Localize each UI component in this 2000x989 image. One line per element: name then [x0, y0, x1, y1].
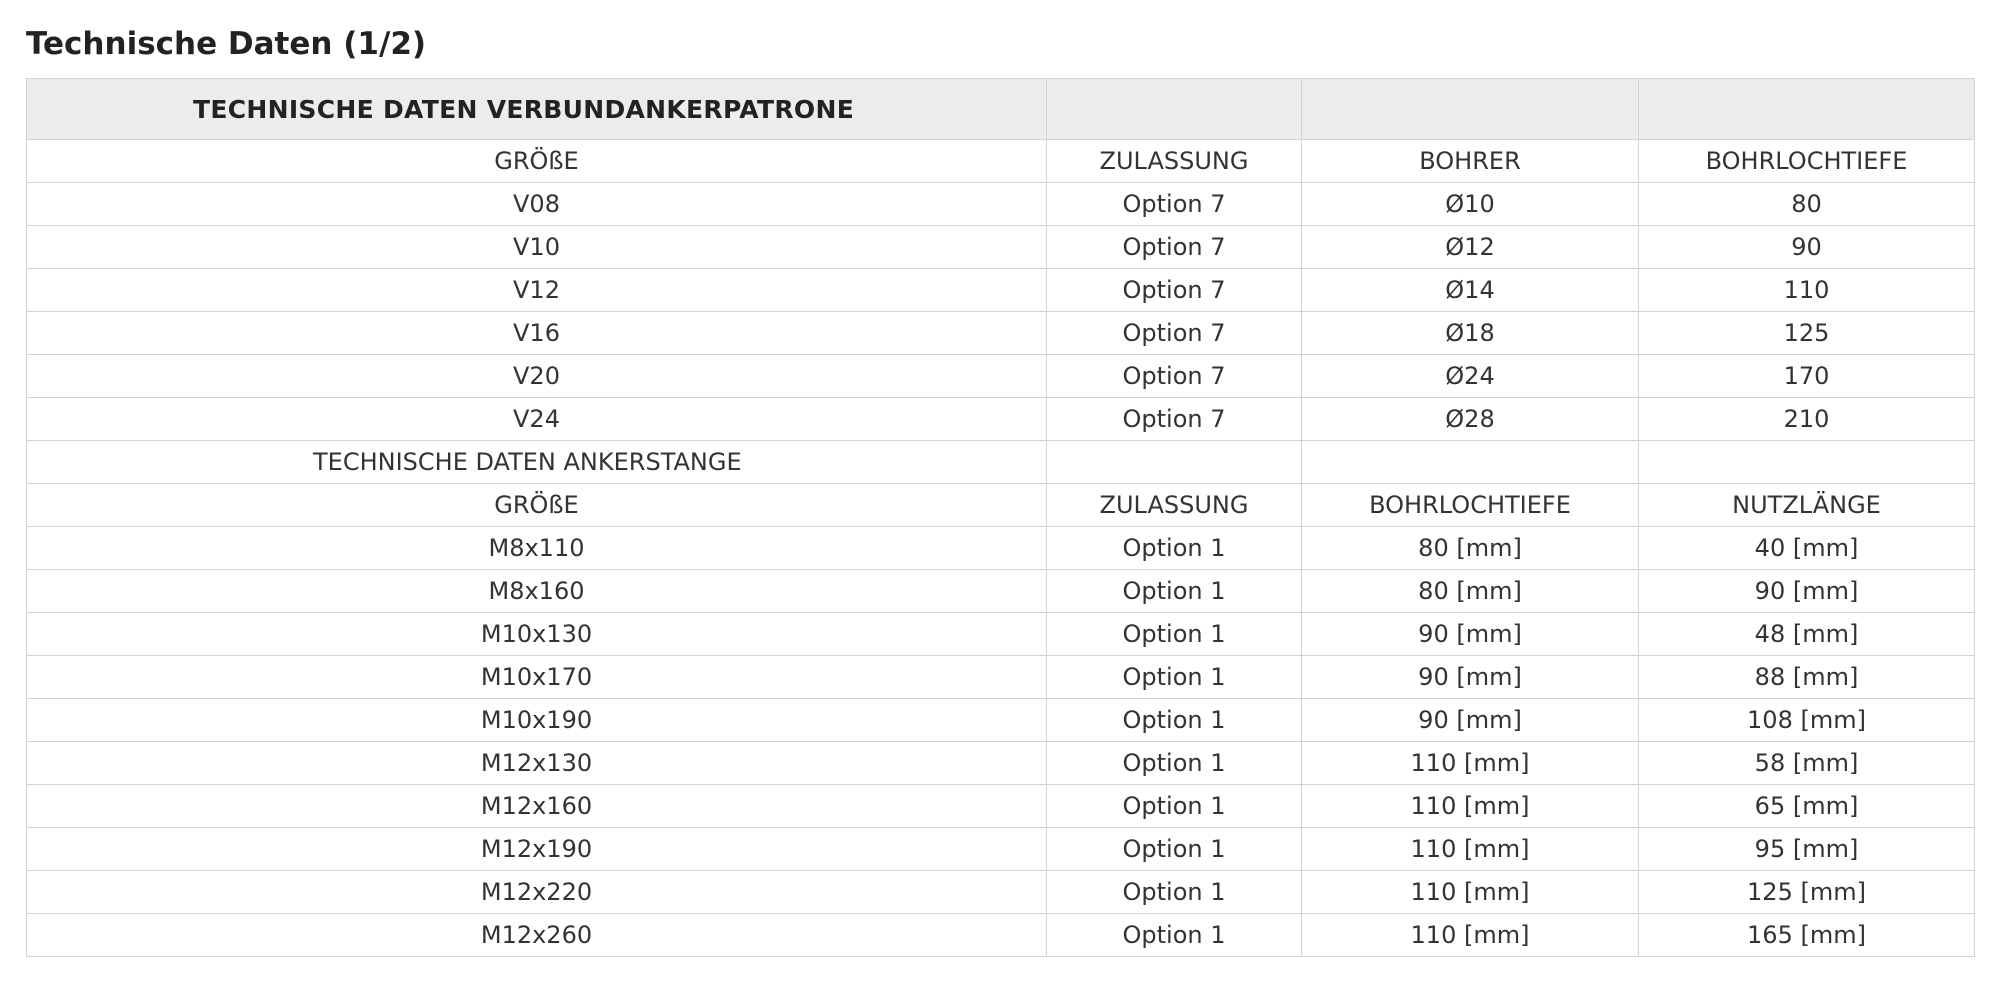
table-cell: M12x220: [27, 871, 1047, 914]
table-cell: 165 [mm]: [1639, 914, 1975, 957]
table-cell: 110 [mm]: [1302, 914, 1639, 957]
table-cell: Ø10: [1302, 183, 1639, 226]
table-cell: 170: [1639, 355, 1975, 398]
table-cell: Option 1: [1047, 613, 1302, 656]
table-row: [27, 355, 1975, 398]
empty-cell: [1047, 79, 1302, 140]
table-cell: M8x160: [27, 570, 1047, 613]
section-header-verbundankerpatrone: [27, 79, 1975, 140]
table-row: [27, 828, 1975, 871]
table-cell: 80 [mm]: [1302, 527, 1639, 570]
table-row: [27, 312, 1975, 355]
table-cell: 90 [mm]: [1302, 613, 1639, 656]
table-cell: 48 [mm]: [1639, 613, 1975, 656]
table-cell: V16: [27, 312, 1047, 355]
table-cell: 88 [mm]: [1639, 656, 1975, 699]
table-cell: V24: [27, 398, 1047, 441]
section-title: TECHNISCHE DATEN VERBUNDANKERPATRONE: [27, 79, 1047, 140]
table-cell: V12: [27, 269, 1047, 312]
column-header-row: [27, 140, 1975, 183]
table-cell: M12x260: [27, 914, 1047, 957]
table-cell: 58 [mm]: [1639, 742, 1975, 785]
table-row: [27, 742, 1975, 785]
column-header: GRÖßE: [27, 484, 1047, 527]
table-row: [27, 183, 1975, 226]
table-row: [27, 656, 1975, 699]
section-header-ankerstange: [27, 441, 1975, 484]
table-cell: Option 1: [1047, 785, 1302, 828]
empty-cell: [1302, 79, 1639, 140]
table-cell: M12x190: [27, 828, 1047, 871]
table-cell: Option 7: [1047, 183, 1302, 226]
table-row: [27, 699, 1975, 742]
table-cell: Option 1: [1047, 570, 1302, 613]
table-cell: 108 [mm]: [1639, 699, 1975, 742]
column-header-row: [27, 484, 1975, 527]
column-header: ZULASSUNG: [1047, 140, 1302, 183]
table-cell: 125: [1639, 312, 1975, 355]
table-row: [27, 613, 1975, 656]
table-row: [27, 871, 1975, 914]
table-cell: Ø18: [1302, 312, 1639, 355]
table-cell: 210: [1639, 398, 1975, 441]
table-cell: 90: [1639, 226, 1975, 269]
table-cell: 80 [mm]: [1302, 570, 1639, 613]
table-row: [27, 914, 1975, 957]
table-cell: 125 [mm]: [1639, 871, 1975, 914]
table-cell: Option 7: [1047, 398, 1302, 441]
column-header: ZULASSUNG: [1047, 484, 1302, 527]
table-cell: Option 7: [1047, 355, 1302, 398]
table-cell: Option 7: [1047, 269, 1302, 312]
empty-cell: [1639, 79, 1975, 140]
table-cell: Option 7: [1047, 312, 1302, 355]
table-cell: M8x110: [27, 527, 1047, 570]
table-row: [27, 398, 1975, 441]
table-cell: 95 [mm]: [1639, 828, 1975, 871]
table-row: [27, 226, 1975, 269]
table-cell: V20: [27, 355, 1047, 398]
table-cell: Ø12: [1302, 226, 1639, 269]
table-cell: Option 1: [1047, 656, 1302, 699]
empty-cell: [1639, 441, 1975, 484]
empty-cell: [1302, 441, 1639, 484]
table-row: [27, 570, 1975, 613]
table-cell: Ø24: [1302, 355, 1639, 398]
table-cell: M10x190: [27, 699, 1047, 742]
table-row: [27, 785, 1975, 828]
table-cell: 110: [1639, 269, 1975, 312]
table-cell: 110 [mm]: [1302, 828, 1639, 871]
column-header: BOHRLOCHTIEFE: [1302, 484, 1639, 527]
table-cell: Ø28: [1302, 398, 1639, 441]
table-cell: 110 [mm]: [1302, 871, 1639, 914]
page-title: Technische Daten (1/2): [26, 26, 427, 62]
technical-data-table: [26, 78, 1975, 957]
table-cell: Option 7: [1047, 226, 1302, 269]
table-cell: 40 [mm]: [1639, 527, 1975, 570]
table-row: [27, 269, 1975, 312]
section-title: TECHNISCHE DATEN ANKERSTANGE: [27, 441, 1047, 484]
column-header: GRÖßE: [27, 140, 1047, 183]
table-cell: V08: [27, 183, 1047, 226]
column-header: NUTZLÄNGE: [1639, 484, 1975, 527]
table-cell: 90 [mm]: [1302, 699, 1639, 742]
table-cell: Option 1: [1047, 527, 1302, 570]
table-cell: Option 1: [1047, 828, 1302, 871]
column-header: BOHRLOCHTIEFE: [1639, 140, 1975, 183]
table-cell: Option 1: [1047, 699, 1302, 742]
table-cell: 110 [mm]: [1302, 785, 1639, 828]
column-header: BOHRER: [1302, 140, 1639, 183]
table-row: [27, 527, 1975, 570]
table-cell: 110 [mm]: [1302, 742, 1639, 785]
table-cell: 80: [1639, 183, 1975, 226]
table-cell: V10: [27, 226, 1047, 269]
table-cell: M12x130: [27, 742, 1047, 785]
table-cell: Option 1: [1047, 914, 1302, 957]
table-cell: Option 1: [1047, 871, 1302, 914]
table-cell: Ø14: [1302, 269, 1639, 312]
table-cell: 90 [mm]: [1639, 570, 1975, 613]
table-cell: Option 1: [1047, 742, 1302, 785]
table-cell: 90 [mm]: [1302, 656, 1639, 699]
table-cell: M10x130: [27, 613, 1047, 656]
table-cell: 65 [mm]: [1639, 785, 1975, 828]
table-cell: M12x160: [27, 785, 1047, 828]
empty-cell: [1047, 441, 1302, 484]
table-body: [27, 79, 1975, 957]
table-cell: M10x170: [27, 656, 1047, 699]
